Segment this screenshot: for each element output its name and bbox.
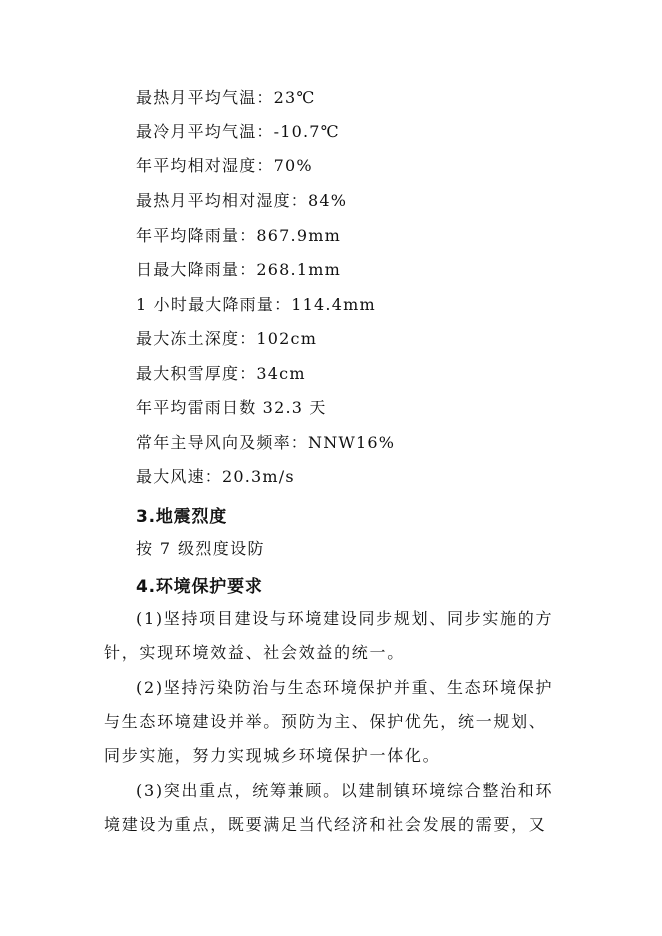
climate-item: 最冷月平均气温：-10.7℃ xyxy=(136,122,340,141)
paragraph-line: 针，实现环境效益、社会效益的统一。 xyxy=(104,643,405,662)
climate-item: 年平均雷雨日数 32.3 天 xyxy=(136,398,327,417)
paragraph-line: (3)突出重点，统筹兼顾。以建制镇环境综合整治和环 xyxy=(136,781,554,800)
climate-item: 年平均降雨量：867.9mm xyxy=(136,226,341,245)
climate-item: 日最大降雨量：268.1mm xyxy=(136,260,341,279)
section-heading-seismic: 3.地震烈度 xyxy=(136,507,228,527)
paragraph-line: (2)坚持污染防治与生态环境保护并重、生态环境保护 xyxy=(136,678,554,697)
climate-item: 最大冻土深度：102cm xyxy=(136,329,318,348)
climate-item: 最热月平均气温：23℃ xyxy=(136,88,316,107)
climate-item: 最大风速：20.3m/s xyxy=(136,467,295,486)
climate-item: 常年主导风向及频率：NNW16% xyxy=(136,433,396,452)
paragraph-line: (1)坚持项目建设与环境建设同步规划、同步实施的方 xyxy=(136,609,554,628)
paragraph-line: 同步实施，努力实现城乡环境保护一体化。 xyxy=(104,746,441,765)
paragraph-line: 境建设为重点，既要满足当代经济和社会发展的需要，又 xyxy=(104,815,547,834)
climate-item: 最热月平均相对湿度：84% xyxy=(136,191,348,210)
climate-item: 最大积雪厚度：34cm xyxy=(136,364,306,383)
climate-item: 1 小时最大降雨量：114.4mm xyxy=(136,295,376,314)
climate-item: 年平均相对湿度：70% xyxy=(136,156,313,175)
section-heading-environment: 4.环境保护要求 xyxy=(136,577,263,597)
seismic-intensity-text: 按 7 级烈度设防 xyxy=(136,539,265,558)
paragraph-line: 与生态环境建设并举。预防为主、保护优先，统一规划、 xyxy=(104,712,547,731)
